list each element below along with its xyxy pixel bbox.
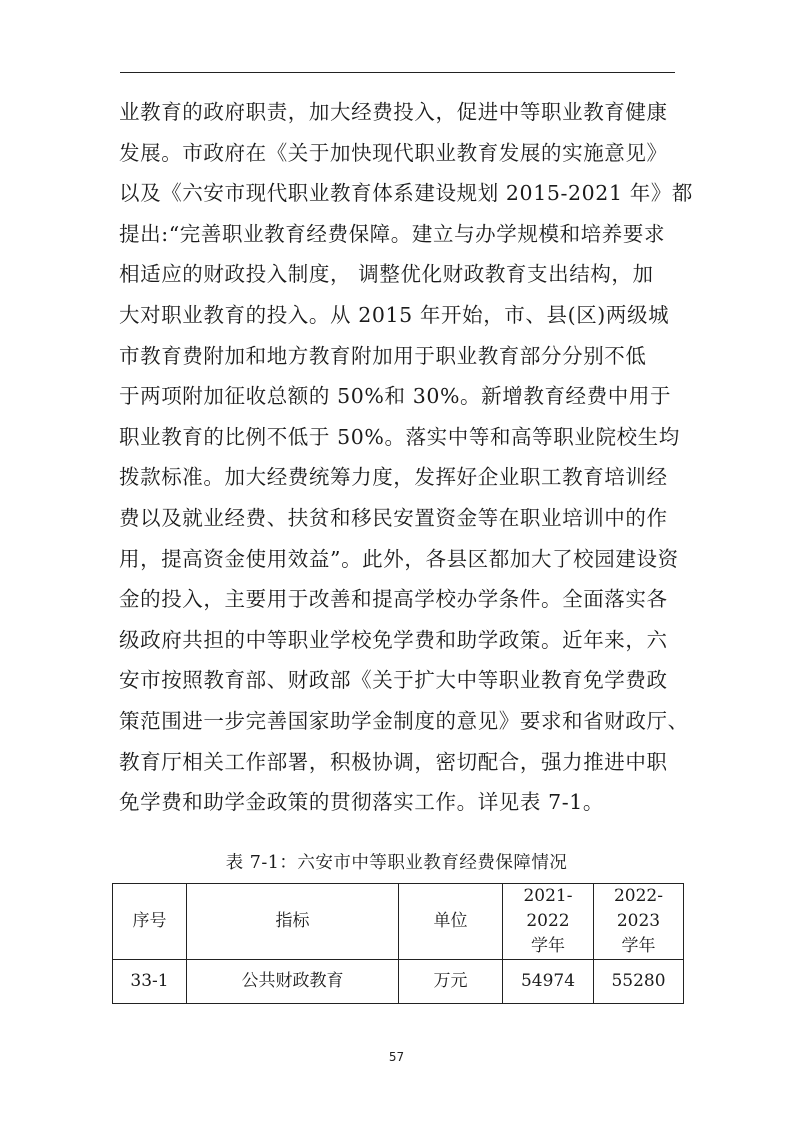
- body-paragraph: [119, 92, 693, 823]
- paragraph-line: 拨款标准。加大经费统筹力度，发挥好企业职工教育培训经: [119, 465, 668, 490]
- paragraph-line: 提出:“完善职业教育经费保障。建立与办学规模和培养要求: [119, 221, 666, 246]
- table-row: [113, 960, 684, 1004]
- paragraph-line: 职业教育的比例不低于 50%。落实中等和高等职业院校生均: [119, 424, 680, 449]
- paragraph-line: 教育厅相关工作部署，积极协调，密切配合，强力推进中职: [119, 749, 668, 774]
- header-year-2022-2023-range: 2022-2023: [613, 886, 663, 931]
- header-rule: [120, 72, 675, 73]
- header-year-2021-2022-label: 学年: [531, 936, 565, 956]
- cell-indicator: 公共财政教育: [187, 960, 399, 1004]
- paragraph-line: 大对职业教育的投入。从 2015 年开始，市、县(区)两级城: [119, 302, 670, 327]
- header-year-2021-2022-range: 2021-2022: [523, 886, 573, 931]
- header-year-2022-2023: [594, 884, 684, 960]
- table-header-row: [113, 884, 684, 960]
- paragraph-line: 策范围进一步完善国家助学金制度的意见》要求和省财政厅、: [119, 708, 689, 733]
- paragraph-line: 市教育费附加和地方教育附加用于职业教育部分分别不低: [119, 343, 647, 368]
- paragraph-line: 于两项附加征收总额的 50%和 30%。新增教育经费中用于: [119, 384, 672, 409]
- paragraph-line: 业教育的政府职责，加大经费投入，促进中等职业教育健康: [119, 100, 668, 124]
- funding-table: [112, 883, 684, 1004]
- paragraph-line: 金的投入，主要用于改善和提高学校办学条件。全面落实各: [119, 587, 668, 612]
- header-no: 序号: [113, 884, 187, 960]
- paragraph-line: 用，提高资金使用效益”。此外，各县区都加大了校园建设资: [119, 546, 679, 571]
- paragraph-line: 安市按照教育部、财政部《关于扩大中等职业教育免学费政: [119, 668, 668, 693]
- paragraph-line: 相适应的财政投入制度， 调整优化财政教育支出结构，加: [119, 262, 654, 287]
- cell-no: 33-1: [113, 960, 187, 1004]
- cell-year-2021-2022: 54974: [503, 960, 594, 1004]
- header-year-2022-2023-label: 学年: [621, 936, 656, 956]
- page-number: 57: [388, 1050, 405, 1064]
- cell-year-2022-2023: 55280: [594, 960, 684, 1004]
- paragraph-line: 免学费和助学金政策的贯彻落实工作。详见表 7-1。: [119, 790, 605, 815]
- paragraph-line: 级政府共担的中等职业学校免学费和助学政策。近年来，六: [119, 627, 668, 652]
- cell-unit: 万元: [399, 960, 503, 1004]
- header-indicator: 指标: [187, 884, 399, 960]
- paragraph-line: 以及《六安市现代职业教育体系建设规划 2015-2021 年》都: [119, 181, 693, 206]
- header-unit: 单位: [399, 884, 503, 960]
- header-year-2021-2022: [503, 884, 594, 960]
- paragraph-line: 发展。市政府在《关于加快现代职业教育发展的实施意见》: [119, 140, 668, 165]
- table-caption: 表 7-1：六安市中等职业教育经费保障情况: [225, 853, 568, 873]
- paragraph-line: 费以及就业经费、扶贫和移民安置资金等在职业培训中的作: [119, 505, 668, 530]
